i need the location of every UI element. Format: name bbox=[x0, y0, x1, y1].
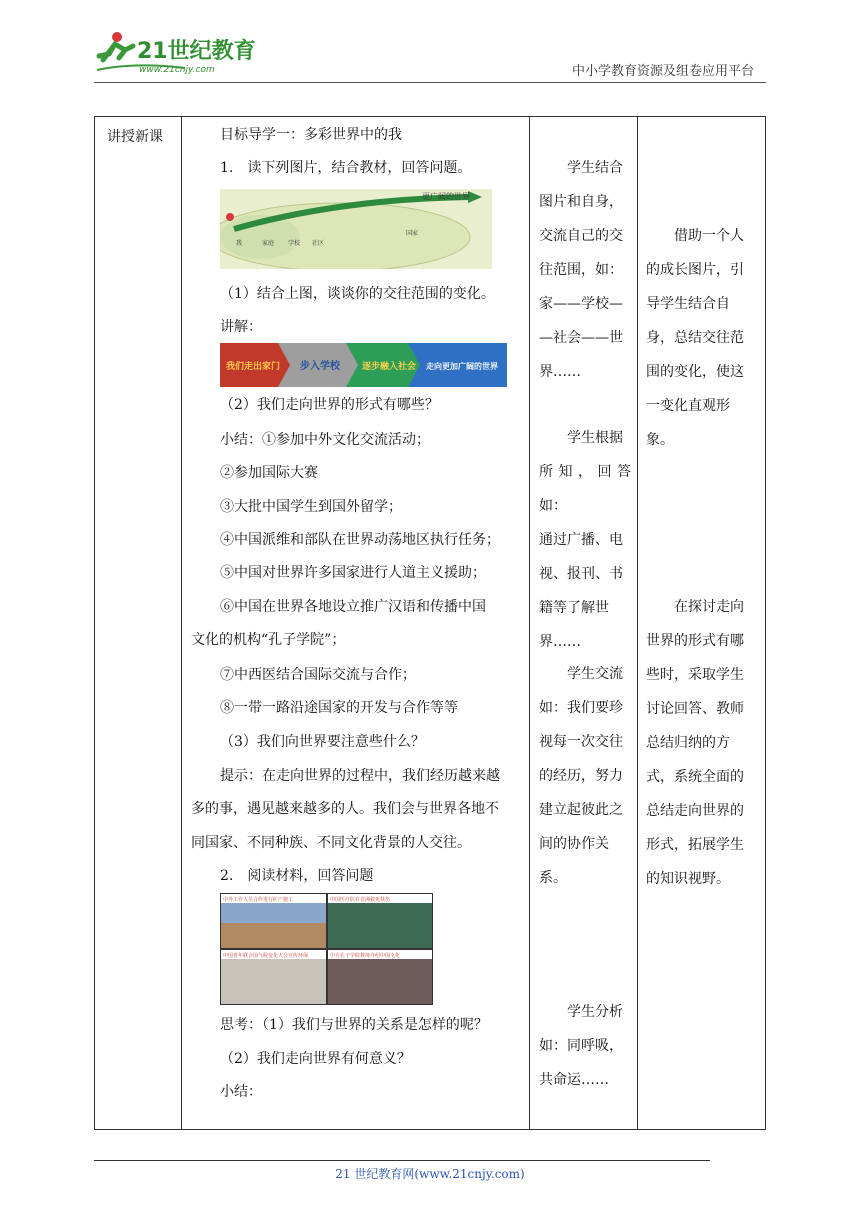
question-1-1: （1）结合上图，谈谈你的交往范围的变化。 bbox=[220, 286, 495, 302]
intent-column bbox=[638, 117, 765, 1129]
summary-line: ⑤中国对世界许多国家进行人道主义援助； bbox=[220, 565, 486, 581]
hint-line: 同国家、不同种族、不同文化背景的人交往。 bbox=[191, 835, 471, 851]
design-intent-1: 借助一个人 的成长图片，引 导学生结合自 身，总结交往范 围的变化，使这 一变化直观形 象。 bbox=[646, 228, 744, 448]
student-activity-4: 学生分析 如：同呼吸， 共命运…… bbox=[539, 1004, 623, 1088]
section-label: 讲授新课 bbox=[107, 129, 163, 145]
summary-line: ⑦中西医结合国际交流与合作； bbox=[220, 667, 416, 683]
summary-line: ⑧一带一路沿途国家的开发与合作等等 bbox=[220, 700, 458, 716]
content-column bbox=[182, 117, 530, 1129]
svg-text:家庭: 家庭 bbox=[262, 240, 275, 247]
svg-text:学校: 学校 bbox=[288, 240, 301, 247]
svg-text:社区: 社区 bbox=[312, 240, 325, 247]
image-label-world: 更广阔的世界 bbox=[422, 192, 470, 201]
growth-image bbox=[220, 189, 492, 269]
footer-link[interactable]: 21 世纪教育网(www.21cnjy.com) bbox=[335, 1167, 525, 1181]
think-question-1: 思考：（1）我们与世界的关系是怎样的呢？ bbox=[220, 1017, 488, 1033]
summary-line: ⑥中国在世界各地设立推广汉语和传播中国 bbox=[220, 599, 486, 615]
platform-name: 中小学教育资源及组卷应用平台 bbox=[571, 64, 754, 79]
step-1: 我们走出家门 bbox=[226, 362, 281, 372]
summary-line: 小结：①参加中外文化交流活动； bbox=[220, 432, 430, 448]
question-1-3: （3）我们向世界要注意些什么？ bbox=[220, 734, 425, 750]
logo bbox=[95, 30, 270, 76]
summary-line: ③大批中国学生到国外留学； bbox=[220, 499, 402, 515]
question-2: 2. 阅读材料，回答问题 bbox=[220, 868, 374, 884]
section-column bbox=[95, 117, 182, 1129]
explain-label: 讲解： bbox=[220, 319, 262, 335]
hint-line: 提示：在走向世界的过程中，我们经历越来越 bbox=[220, 768, 500, 784]
logo-url: www.21cnjy.com bbox=[139, 65, 215, 75]
summary-line: ②参加国际大赛 bbox=[220, 465, 318, 481]
runner-logo-icon bbox=[95, 30, 270, 76]
design-intent-2: 在探讨走向 世界的形式有哪 些时，采取学生 讨论回答、教师 总结归纳的方 式，系统全面的 总结走向世界的 形式，拓展学生 的知识视野。 bbox=[646, 599, 744, 887]
photo-caption: 中方孔子学院教师介绍中国文化 bbox=[330, 953, 401, 959]
step-3: 逐步融入社会 bbox=[362, 362, 417, 372]
photo-caption: 中国医疗队在非洲救死扶伤 bbox=[330, 897, 391, 903]
think-question-2: （2）我们走向世界有何意义？ bbox=[220, 1051, 411, 1067]
page-header bbox=[0, 0, 860, 90]
question-1: 1. 读下列图片，结合教材，回答问题。 bbox=[220, 160, 472, 176]
steps-image bbox=[220, 343, 507, 387]
question-1-2: （2）我们走向世界的形式有哪些？ bbox=[220, 397, 439, 413]
svg-text:国家: 国家 bbox=[406, 230, 419, 237]
goal-title: 目标导学一：多彩世界中的我 bbox=[220, 127, 402, 143]
summary-line: 文化的机构“孔子学院”； bbox=[191, 632, 346, 648]
student-activity-3: 学生交流 如：我们要珍 视每一次交往 的经历，努力 建立起彼此之 间的协作关 系。 bbox=[539, 666, 623, 886]
header-divider bbox=[94, 82, 766, 83]
footer-divider bbox=[94, 1160, 710, 1161]
logo-text: 21世纪教育 bbox=[137, 39, 256, 64]
student-column bbox=[530, 117, 638, 1129]
photo-caption: 中外工作人员合作进行矿产施工 bbox=[223, 897, 294, 903]
student-activity-1: 学生结合 图片和自身， 交流自己的交 往范围，如： 家——学校— —社会——世 界…… bbox=[539, 160, 623, 380]
step-4: 走向更加广阔的世界 bbox=[426, 361, 498, 371]
svg-text:我: 我 bbox=[236, 240, 243, 247]
step-2: 步入学校 bbox=[300, 361, 340, 372]
summary-line: ④中国派维和部队在世界动荡地区执行任务； bbox=[220, 532, 500, 548]
summary-2: 小结： bbox=[220, 1084, 262, 1100]
hint-line: 多的事，遇见越来越多的人。我们会与世界各地不 bbox=[191, 801, 499, 817]
student-activity-2: 学生根据 所知，回答如： 通过广播、电 视、报刊、书 籍等了解世 界…… bbox=[539, 430, 631, 650]
photo-caption: 中国青年联合国气候变化大会宣传环保 bbox=[223, 953, 309, 959]
material-photos bbox=[220, 893, 433, 1005]
lesson-table bbox=[94, 116, 766, 1130]
